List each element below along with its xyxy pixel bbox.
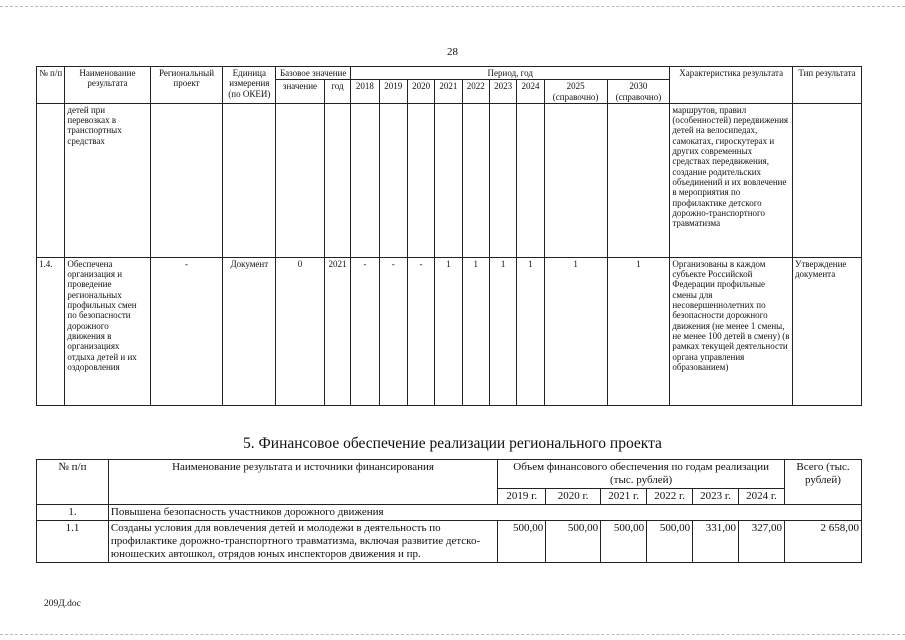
bottom-scan-edge xyxy=(0,634,905,635)
year-amount-cell: 500,00 xyxy=(546,521,601,563)
col-year-header: 2021 xyxy=(435,80,462,104)
col-unit-header: Единица измерения (по ОКЕИ) xyxy=(223,67,276,104)
col-year-header: 2030 (справочно) xyxy=(607,80,670,104)
total-amount-cell: 2 658,00 xyxy=(785,521,862,563)
col-period-header: Период, год xyxy=(351,67,670,80)
col-year-header: 2023 г. xyxy=(693,489,739,505)
base-year-cell: 2021 xyxy=(324,257,350,405)
col-year-header: 2018 xyxy=(351,80,379,104)
year-value-cell: - xyxy=(407,257,434,405)
col-year-header: 2025 (справочно) xyxy=(544,80,607,104)
year-value-cell: 1 xyxy=(489,257,516,405)
document-footer: 209Д.doc xyxy=(44,599,81,609)
col-name-header: Наименование результата и источники финансирования xyxy=(108,460,497,505)
section-title: 5. Финансовое обеспечение реализации регионального проекта xyxy=(243,435,662,452)
year-amount-cell: 500,00 xyxy=(601,521,647,563)
col-year-header: 2021 г. xyxy=(601,489,647,505)
year-amount-cell: 327,00 xyxy=(739,521,785,563)
financing-table xyxy=(36,459,862,563)
row-num-cell: 1.1 xyxy=(37,521,109,563)
year-value-cell: 1 xyxy=(462,257,489,405)
result-characteristic-cell: Организованы в каждом субъекте Российской Федерации профильные смены для несовершеннолетних по безопасности дорожного движения (не менее 1 смены, не менее 100 детей в смену) (в рамках текущей деятельности органа управления образованием) xyxy=(670,257,793,405)
year-amount-cell: 500,00 xyxy=(647,521,693,563)
table-row xyxy=(37,505,862,521)
year-value-cell: - xyxy=(379,257,407,405)
year-value-cell: 1 xyxy=(435,257,462,405)
result-name-cell: детей при перевозках в транспортных средствах xyxy=(65,103,150,257)
result-name-cell: Обеспечена организация и проведение региональных профильных смен по безопасности дорожного движения в организациях отдыха детей и их оздоровления xyxy=(65,257,150,405)
col-year-header: 2022 г. xyxy=(647,489,693,505)
unit-cell: Документ xyxy=(223,257,276,405)
col-type-header: Тип результата xyxy=(792,67,861,104)
result-type-cell: Утверждение документа xyxy=(792,257,861,405)
col-year-header: 2019 г. xyxy=(498,489,546,505)
table-row xyxy=(37,103,862,257)
regional-project-cell: - xyxy=(150,257,223,405)
col-total-header: Всего (тыс. рублей) xyxy=(785,460,862,505)
table-row xyxy=(37,257,862,405)
col-year-header: 2022 xyxy=(462,80,489,104)
base-value-cell: 0 xyxy=(276,257,325,405)
col-base-value-header: значение xyxy=(276,80,325,104)
col-year-header: 2024 г. xyxy=(739,489,785,505)
col-num-header: № п/п xyxy=(37,460,109,505)
col-base-header: Базовое значение xyxy=(276,67,351,80)
results-table xyxy=(36,66,862,406)
col-year-header: 2024 xyxy=(517,80,544,104)
col-year-header: 2023 xyxy=(489,80,516,104)
col-volume-header: Объем финансового обеспечения по годам реализации (тыс. рублей) xyxy=(498,460,785,489)
col-year-header: 2020 xyxy=(407,80,434,104)
row-num-cell: 1.4. xyxy=(37,257,65,405)
year-amount-cell: 331,00 xyxy=(693,521,739,563)
page-number: 28 xyxy=(447,46,458,58)
result-characteristic-cell: маршрутов, правил (особенностей) передвижения детей на велосипедах, самокатах, гироскутерах и других современных средствах передвижения, создание родительских объединений и их вовлечение в мероприятия по профилактике детского дорожно-транспортного травматизма xyxy=(670,103,793,257)
year-amount-cell: 500,00 xyxy=(498,521,546,563)
year-value-cell: 1 xyxy=(517,257,544,405)
col-char-header: Характеристика результата xyxy=(670,67,793,104)
row-num-cell: 1. xyxy=(37,505,109,521)
col-year-header: 2019 xyxy=(379,80,407,104)
table-header-row xyxy=(37,67,862,80)
table-row xyxy=(37,521,862,563)
col-num-header: № п/п xyxy=(37,67,65,104)
col-year-header: 2020 г. xyxy=(546,489,601,505)
col-base-year-header: год xyxy=(324,80,350,104)
col-regional-header: Региональный проект xyxy=(150,67,223,104)
result-name-cell: Созданы условия для вовлечения детей и молодежи в деятельность по профилактике дорожно-транспортного травматизма, включая развитие детско-юношеских автошкол, отрядов юных инспекторов движения и пр. xyxy=(108,521,497,563)
top-scan-edge xyxy=(0,6,905,7)
result-name-cell: Повышена безопасность участников дорожного движения xyxy=(108,505,861,521)
year-value-cell: - xyxy=(351,257,379,405)
col-name-header: Наименование результата xyxy=(65,67,150,104)
year-value-cell: 1 xyxy=(544,257,607,405)
year-value-cell: 1 xyxy=(607,257,670,405)
table-header-row xyxy=(37,460,862,489)
